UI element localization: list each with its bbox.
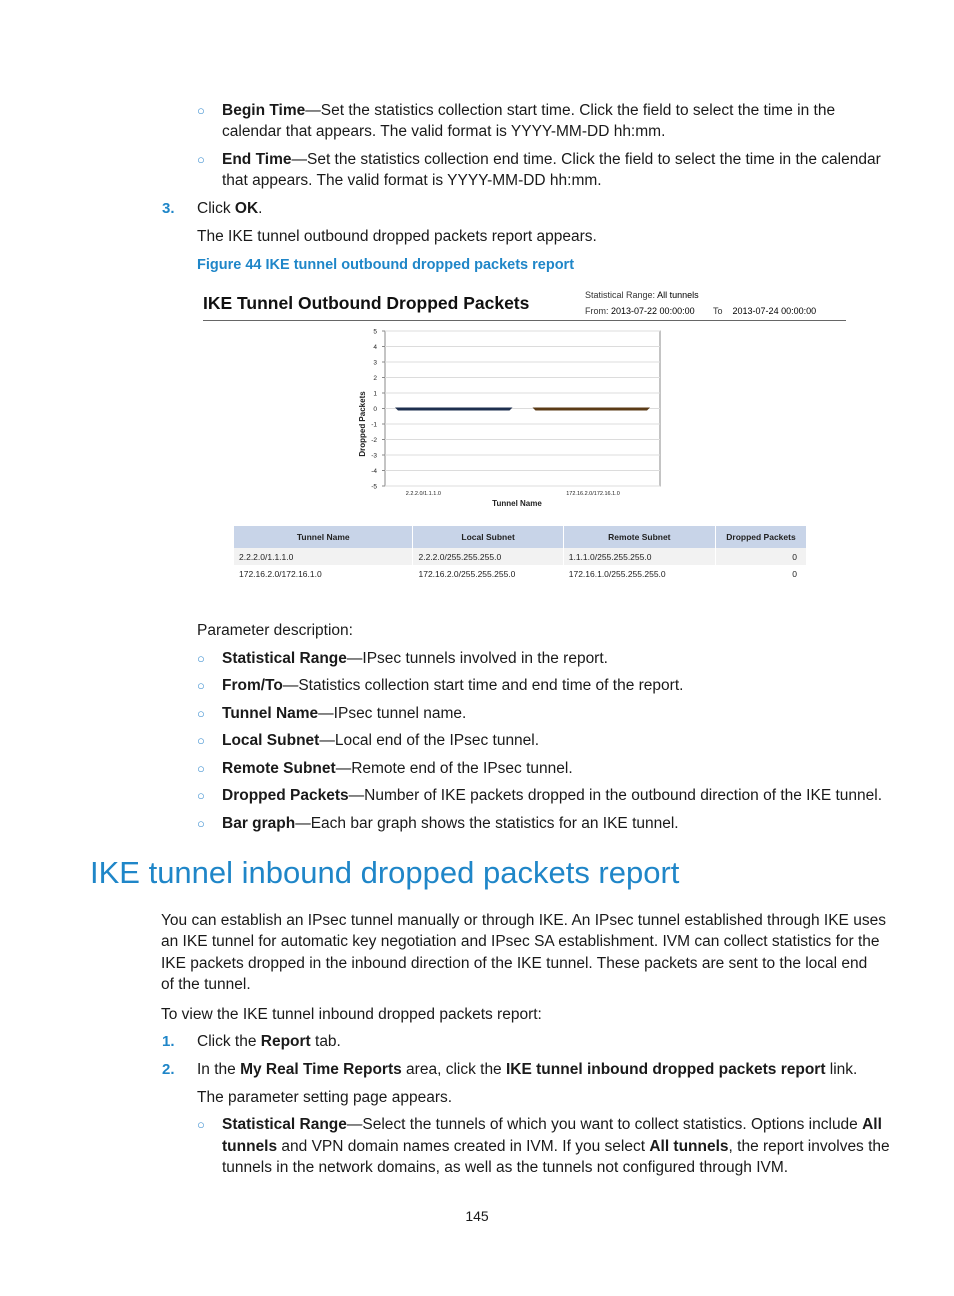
y-tick-label: 5: [373, 328, 377, 336]
stat-range-line1: Statistical Range—Select the tunnels of which you want to collect statistics. Options include All: [222, 1116, 882, 1133]
cell-local-subnet: 172.16.2.0/255.255.255.0: [413, 565, 563, 582]
y-tick-label: 1: [373, 390, 377, 398]
step1-text: Click the Report tab.: [197, 1033, 341, 1050]
y-tick-label: 3: [373, 359, 377, 367]
param-item: Local Subnet—Local end of the IPsec tunnel.: [222, 732, 540, 749]
param-item: From/To—Statistics collection start time and end time of the report.: [222, 677, 684, 694]
y-tick-label: -1: [371, 421, 377, 429]
bar: [395, 408, 513, 411]
cell-remote-subnet: 172.16.1.0/255.255.255.0: [563, 565, 715, 582]
bullet-icon: ○: [197, 152, 205, 167]
x-axis-label: Tunnel Name: [492, 499, 542, 508]
table-row: [234, 565, 807, 582]
figure-caption: Figure 44 IKE tunnel outbound dropped packets report: [197, 257, 575, 273]
stat-range-line3: tunnels in the network domains, as well as the tunnels not configured through IVM.: [222, 1159, 789, 1176]
col-remote-subnet: Remote Subnet: [563, 526, 715, 548]
report-to: To 2013-07-24 00:00:00: [713, 306, 817, 316]
bullet-icon: ○: [197, 706, 205, 721]
cell-dropped-packets: 0: [715, 565, 806, 582]
step-number: 3.: [162, 200, 175, 217]
report-range: Statistical Range: All tunnels: [585, 290, 699, 300]
bullet-icon: ○: [197, 816, 205, 831]
table-row: [234, 548, 807, 565]
param-desc-label: Parameter description:: [197, 622, 353, 639]
x-tick-label: 2.2.2.0/1.1.1.0: [405, 491, 441, 497]
tunnel-table: [234, 526, 807, 582]
section-title: IKE tunnel inbound dropped packets report: [90, 855, 680, 890]
param-page-text: The parameter setting page appears.: [197, 1089, 453, 1106]
report-title: IKE Tunnel Outbound Dropped Packets: [203, 293, 530, 313]
report-appears-text: The IKE tunnel outbound dropped packets report appears.: [197, 228, 597, 245]
page-number: 145: [465, 1208, 489, 1224]
y-tick-label: -4: [371, 468, 377, 475]
x-tick-label: 172.16.2.0/172.16.1.0: [566, 491, 620, 497]
dropped-packets-chart: [350, 322, 670, 514]
y-tick-label: -2: [371, 437, 377, 444]
report-divider: [203, 320, 846, 321]
step-number: 1.: [162, 1033, 175, 1050]
bullet-icon: ○: [197, 651, 205, 666]
step3-text: Click OK.: [197, 200, 263, 217]
bullet-icon: ○: [197, 761, 205, 776]
bullet-icon: ○: [197, 103, 205, 118]
intro-line: IKE packets dropped in the inbound direction of the IKE tunnel. These packets are sent to the local end: [161, 955, 868, 972]
y-tick-label: 0: [373, 406, 377, 413]
cell-tunnel-name: 172.16.2.0/172.16.1.0: [234, 565, 413, 582]
stat-range-line2: tunnels and VPN domain names created in IVM. If you select All tunnels, the report involves the: [222, 1138, 890, 1155]
cell-tunnel-name: 2.2.2.0/1.1.1.0: [234, 548, 413, 565]
begin-time-line1: Begin Time—Set the statistics collection start time. Click the field to select the time in the: [222, 102, 836, 119]
param-item: Bar graph—Each bar graph shows the statistics for an IKE tunnel.: [222, 815, 679, 832]
cell-dropped-packets: 0: [715, 548, 806, 565]
intro-line: of the tunnel.: [161, 976, 251, 993]
param-item: Tunnel Name—IPsec tunnel name.: [222, 705, 467, 722]
cell-remote-subnet: 1.1.1.0/255.255.255.0: [563, 548, 715, 565]
y-tick-label: -3: [371, 452, 377, 460]
y-tick-label: -5: [371, 483, 377, 491]
y-axis-label: Dropped Packets: [358, 391, 367, 457]
bullet-icon: ○: [197, 678, 205, 693]
param-item: Statistical Range—IPsec tunnels involved in the report.: [222, 650, 608, 667]
intro-line: an IKE tunnel for automatic key negotiation and IPsec SA establishment. IVM can collect statistics for the: [161, 933, 880, 950]
bar: [533, 408, 651, 411]
bullet-icon: ○: [197, 1117, 205, 1132]
x-tick-labels: [406, 491, 620, 497]
step-number: 2.: [162, 1061, 175, 1078]
step2-text: In the My Real Time Reports area, click the IKE tunnel inbound dropped packets report link.: [197, 1061, 858, 1078]
col-local-subnet: Local Subnet: [413, 526, 563, 548]
param-item: Dropped Packets—Number of IKE packets dropped in the outbound direction of the IKE tunnel.: [222, 787, 882, 804]
y-tick-labels: [371, 329, 377, 491]
table-header-row: [234, 526, 807, 548]
bullet-icon: ○: [197, 733, 205, 748]
begin-time-line2: calendar that appears. The valid format is YYYY-MM-DD hh:mm.: [222, 123, 666, 140]
cell-local-subnet: 2.2.2.0/255.255.255.0: [413, 548, 563, 565]
end-time-line2: that appears. The valid format is YYYY-MM-DD hh:mm.: [222, 172, 602, 189]
y-tick-label: 4: [373, 344, 377, 351]
param-item: Remote Subnet—Remote end of the IPsec tunnel.: [222, 760, 573, 777]
to-view-text: To view the IKE tunnel inbound dropped packets report:: [161, 1006, 542, 1023]
col-dropped-packets: Dropped Packets: [715, 526, 806, 548]
bullet-icon: ○: [197, 788, 205, 803]
y-tick-label: 2: [373, 375, 377, 382]
report-from: From: 2013-07-22 00:00:00: [585, 306, 695, 316]
intro-line: You can establish an IPsec tunnel manually or through IKE. An IPsec tunnel established through IKE uses: [161, 912, 886, 929]
end-time-line1: End Time—Set the statistics collection end time. Click the field to select the time in the calendar: [222, 151, 881, 168]
col-tunnel-name: Tunnel Name: [234, 526, 413, 548]
